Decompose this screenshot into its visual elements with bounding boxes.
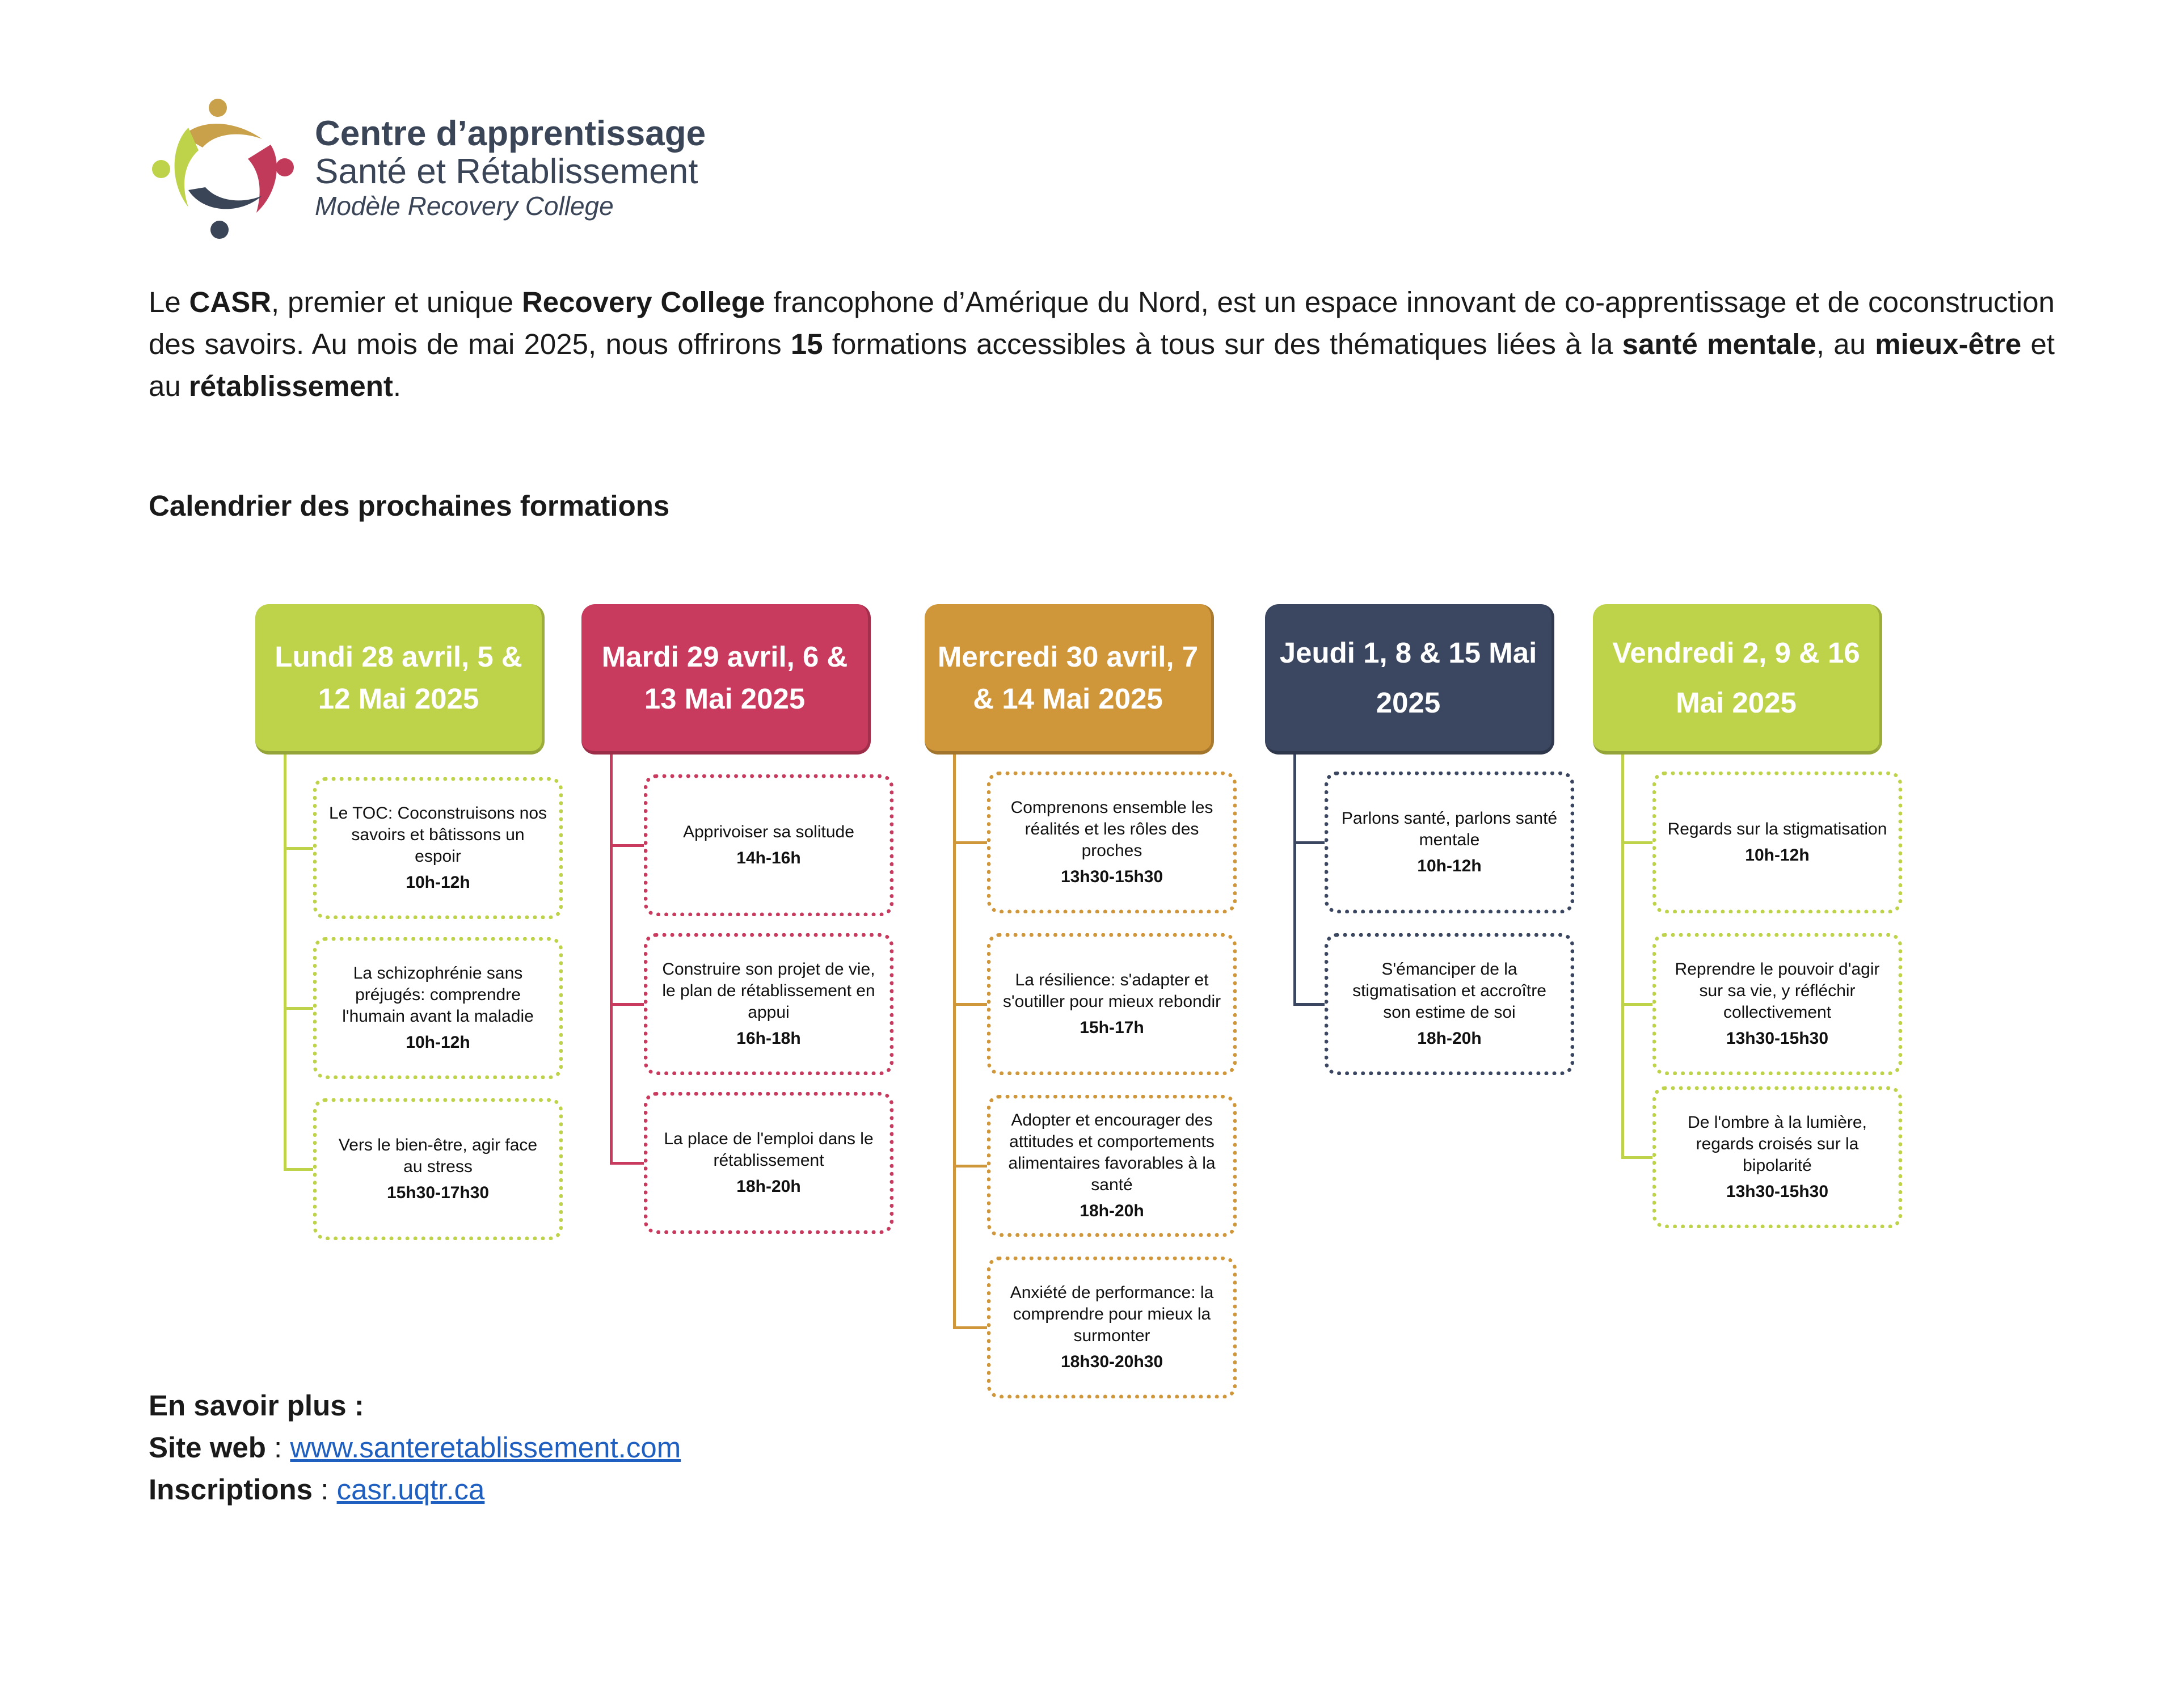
more-info-heading: En savoir plus : — [149, 1389, 364, 1422]
session-card[interactable] — [987, 772, 1237, 913]
intro-bold: rétablissement — [188, 370, 393, 402]
connector-line — [284, 755, 286, 1169]
intro-text: Le — [149, 286, 189, 318]
session-card[interactable] — [1325, 933, 1574, 1075]
session-title: Apprivoiser sa solitude — [683, 823, 854, 841]
connector-line — [1293, 755, 1296, 1004]
connector-branch — [284, 1007, 313, 1010]
org-tagline: Modèle Recovery College — [315, 191, 614, 221]
session-title: Comprenons ensemble les réalités et les rôles des proches — [1010, 798, 1213, 860]
intro-bold: 15 — [790, 328, 823, 360]
session-card[interactable] — [987, 1095, 1237, 1237]
calendar-title: Calendrier des prochaines formations — [149, 490, 670, 522]
connector-branch — [284, 847, 313, 850]
connector-line — [1621, 755, 1624, 1157]
session-time: 18h30-20h30 — [1060, 1352, 1163, 1371]
connector-branch — [1293, 841, 1325, 844]
intro-text: et au — [149, 328, 2055, 402]
session-time: 14h-16h — [736, 849, 801, 867]
session-title: Anxiété de performance: la comprendre pour mieux la surmonter — [1010, 1283, 1214, 1345]
session-time: 15h30-17h30 — [386, 1183, 490, 1202]
connector-branch — [953, 841, 987, 844]
session-card[interactable] — [313, 1098, 563, 1240]
session-time: 18h-20h — [1080, 1202, 1144, 1220]
connector-branch — [610, 1162, 644, 1165]
session-card[interactable] — [313, 777, 563, 919]
intro-bold: CASR — [189, 286, 272, 318]
session-title: Vers le bien-être, agir face au stress — [338, 1136, 538, 1176]
day-header: Mardi 29 avril, 6 & 13 Mai 2025 — [581, 604, 871, 755]
session-time: 16h-18h — [736, 1029, 801, 1048]
website-line — [149, 1431, 681, 1464]
intro-text: , premier et unique — [271, 286, 522, 318]
session-title: La place de l'emploi dans le rétablissement — [664, 1129, 874, 1170]
session-time: 13h30-15h30 — [1726, 1182, 1829, 1201]
org-name-line1: Centre d’apprentissage — [315, 114, 706, 153]
session-time: 10h-12h — [1745, 846, 1810, 865]
session-time: 13h30-15h30 — [1060, 867, 1163, 886]
session-card[interactable] — [1325, 772, 1574, 913]
website-label: Site web — [149, 1431, 266, 1464]
connector-line — [610, 755, 613, 1163]
intro-paragraph — [149, 281, 2055, 407]
intro-bold: santé mentale — [1622, 328, 1816, 360]
session-title: Reprendre le pouvoir d'agir sur sa vie, y réfléchir collectivement — [1675, 960, 1880, 1022]
connector-branch — [953, 1165, 987, 1167]
day-header: Vendredi 2, 9 & 16 Mai 2025 — [1593, 604, 1882, 755]
session-time: 10h-12h — [1417, 857, 1482, 875]
connector-line — [953, 755, 956, 1327]
intro-bold: mieux-être — [1875, 328, 2022, 360]
connector-branch — [1293, 1003, 1325, 1006]
session-title: La résilience: s'adapter et s'outiller pour mieux rebondir — [1002, 971, 1221, 1011]
session-title: Le TOC: Coconstruisons nos savoirs et bâtissons un espoir — [328, 804, 547, 866]
intro-text: , au — [1816, 328, 1875, 360]
registration-label: Inscriptions — [149, 1473, 313, 1506]
session-title: De l'ombre à la lumière, regards croisés sur la bipolarité — [1688, 1113, 1867, 1175]
connector-branch — [1621, 1003, 1652, 1006]
session-title: La schizophrénie sans préjugés: comprendre l'humain avant la maladie — [342, 964, 534, 1026]
session-card[interactable] — [987, 933, 1237, 1075]
website-link[interactable]: www.santeretablissement.com — [290, 1431, 681, 1464]
session-card[interactable] — [987, 1257, 1237, 1398]
session-title: Adopter et encourager des attitudes et comportements alimentaires favorables à la santé — [1008, 1111, 1216, 1194]
intro-text: formations accessibles à tous sur des thématiques liées à la — [823, 328, 1622, 360]
session-time: 10h-12h — [406, 873, 470, 892]
registration-line — [149, 1473, 484, 1506]
session-title: Parlons santé, parlons santé mentale — [1341, 809, 1558, 849]
session-time: 13h30-15h30 — [1726, 1029, 1829, 1048]
session-title: Regards sur la stigmatisation — [1667, 820, 1887, 838]
session-time: 18h-20h — [736, 1177, 801, 1196]
session-title: Construire son projet de vie, le plan de rétablissement en appui — [662, 960, 875, 1022]
connector-branch — [1621, 841, 1652, 844]
connector-branch — [610, 1003, 644, 1006]
session-time: 10h-12h — [406, 1033, 470, 1052]
session-time: 18h-20h — [1417, 1029, 1482, 1048]
session-card[interactable] — [1652, 933, 1902, 1075]
intro-text: francophone d’Amérique du Nord, est un espace innovant de co-apprentissage et de coconstruction des savoirs. Au mois de mai 2025, nous offrirons — [149, 286, 2055, 360]
connector-branch — [610, 844, 644, 847]
registration-link[interactable]: casr.uqtr.ca — [336, 1473, 485, 1506]
day-header: Lundi 28 avril, 5 & 12 Mai 2025 — [255, 604, 545, 755]
connector-branch — [1621, 1156, 1652, 1159]
website-separator: : — [265, 1431, 290, 1464]
session-card[interactable] — [644, 774, 893, 916]
session-time: 15h-17h — [1080, 1018, 1144, 1037]
connector-branch — [284, 1168, 313, 1171]
casr-logo — [149, 96, 296, 244]
session-title: S'émanciper de la stigmatisation et accroître son estime de soi — [1352, 960, 1546, 1022]
org-name-line2: Santé et Rétablissement — [315, 152, 698, 191]
session-card[interactable] — [1652, 1086, 1902, 1228]
registration-separator: : — [313, 1473, 337, 1506]
day-header: Mercredi 30 avril, 7 & 14 Mai 2025 — [925, 604, 1214, 755]
session-card[interactable] — [1652, 772, 1902, 913]
intro-text: . — [393, 370, 402, 402]
day-header: Jeudi 1, 8 & 15 Mai 2025 — [1265, 604, 1554, 755]
session-card[interactable] — [644, 1092, 893, 1234]
connector-branch — [953, 1326, 987, 1329]
intro-bold: Recovery College — [521, 286, 765, 318]
session-card[interactable] — [644, 933, 893, 1075]
connector-branch — [953, 1003, 987, 1006]
session-card[interactable] — [313, 937, 563, 1079]
